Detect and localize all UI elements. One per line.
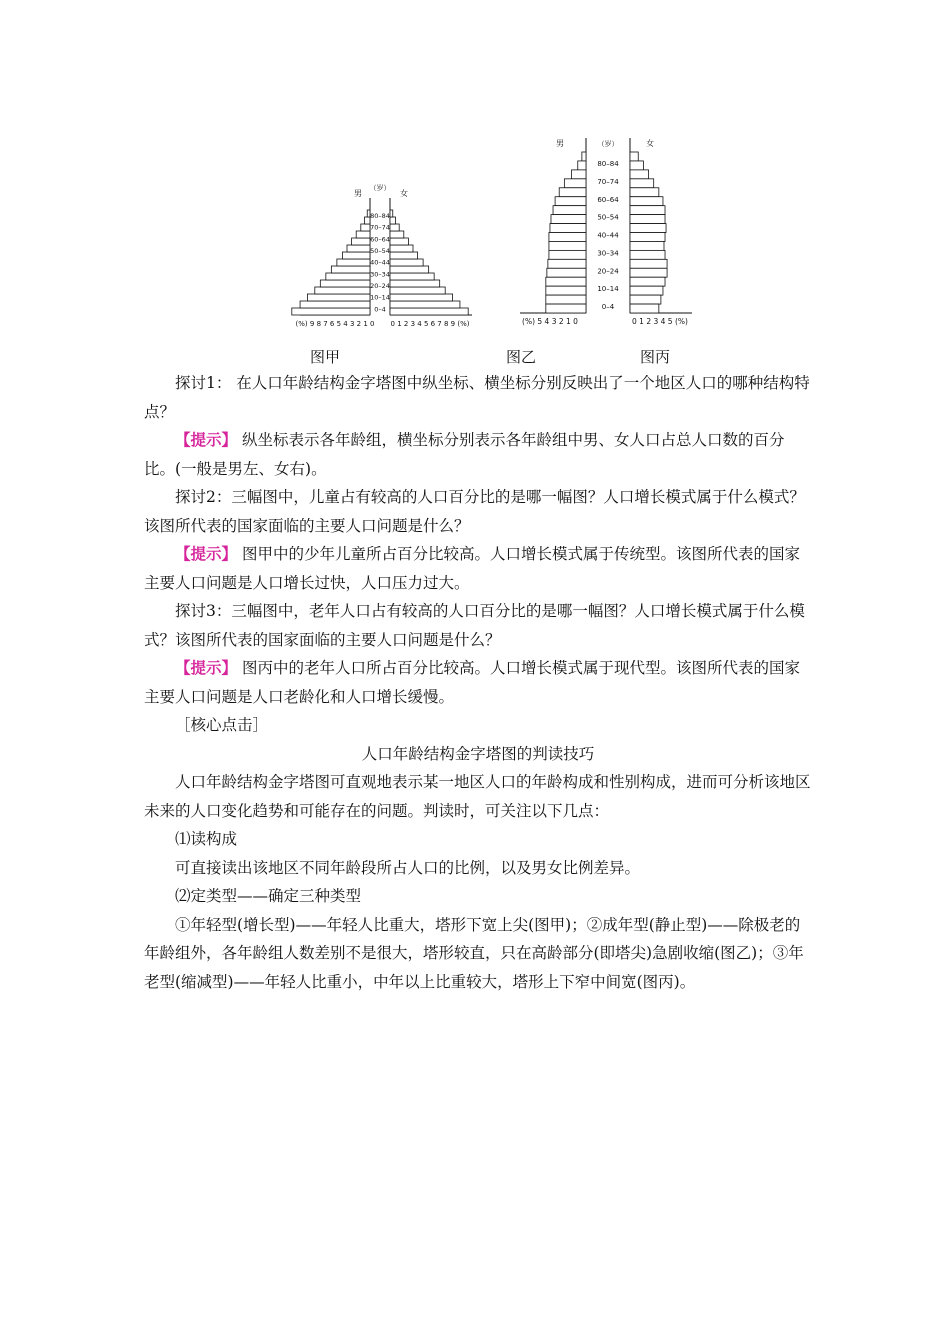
jia-female-bar	[390, 217, 396, 224]
jia-male-bar	[347, 245, 370, 252]
jia-age-label: 10–14	[370, 293, 390, 302]
answer-2-text: 图甲中的少年儿童所占百分比较高。人口增长模式属于传统型。该图所代表的国家主要人口问题是人口增长过快，人口压力过大。	[144, 545, 800, 592]
answer-3	[144, 654, 812, 711]
jia-age-label: 40–44	[370, 258, 390, 267]
jia-age-label: 60–64	[370, 235, 390, 244]
answer-1-text: 纵坐标表示各年龄组，横坐标分别表示各年龄组中男、女人口占总人口数的百分比。(一般是男左、女右)。	[144, 431, 785, 478]
jia-female-bar	[390, 301, 460, 308]
jia-female-bar	[390, 266, 429, 273]
intro-paragraph: 人口年龄结构金字塔图可直观地表示某一地区人口的年龄构成和性别构成，进而可分析该地区未来的人口变化趋势和可能存在的问题。判读时，可关注以下几点：	[144, 773, 811, 820]
jia-age-label: 50–54	[370, 247, 390, 255]
hint-label: 【提示】	[175, 430, 238, 449]
yi-age-label: 60–64	[597, 195, 619, 204]
jia-male-bar	[342, 252, 370, 259]
bing-female-bar	[630, 268, 667, 277]
yi-age-label: 80–84	[597, 160, 619, 168]
yi-male-bar	[549, 250, 586, 259]
jia-female-bar	[390, 231, 404, 238]
jia-female-bar	[390, 245, 413, 252]
yi-male-bar	[546, 304, 586, 313]
yi-age-label: 20–24	[597, 267, 619, 276]
jia-male-bar	[326, 273, 370, 280]
section-title: 人口年龄结构金字塔图的判读技巧	[361, 744, 595, 763]
jia-unit-label: （岁）	[369, 184, 391, 192]
question-2: 探讨2：三幅图中，儿童占有较高的人口百分比的是哪一幅图？人口增长模式属于什么模式？该图所代表的国家面临的主要人口问题是什么？	[144, 488, 805, 535]
caption-jia: 图甲	[310, 348, 341, 366]
jia-female-bar	[390, 224, 399, 231]
jia-female-bar	[390, 308, 468, 315]
bing-female-bar	[630, 188, 659, 197]
yi-left-axis-label: (%) 5 4 3 2 1 0	[522, 317, 578, 326]
jia-male-bar	[307, 294, 370, 301]
yi-age-label: 50–54	[597, 213, 619, 222]
yi-male-bar	[578, 161, 586, 170]
bing-female-bar	[630, 277, 665, 286]
bing-female-bar	[630, 241, 664, 250]
caption-yi: 图乙	[506, 348, 537, 366]
jia-male-bar	[352, 238, 370, 245]
yi-male-bar	[550, 224, 586, 233]
bing-right-axis-label: 0 1 2 3 4 5 (%)	[632, 317, 688, 326]
bing-female-bar	[630, 179, 654, 188]
jia-male-bar	[337, 259, 370, 266]
bing-female-bar	[630, 215, 665, 224]
jia-female-label: 女	[400, 189, 408, 198]
jia-age-label: 20–24	[370, 282, 390, 290]
yi-age-label: 30–34	[597, 249, 619, 258]
jia-male-label: 男	[354, 189, 362, 198]
jia-female-bar	[390, 280, 440, 287]
yi-male-bar	[546, 286, 586, 295]
bing-female-bar	[630, 161, 643, 170]
yi-age-label: 10–14	[597, 285, 619, 294]
yi-male-bar	[582, 152, 586, 161]
jia-male-bar	[331, 266, 370, 273]
population-pyramid-figures	[280, 128, 700, 368]
core-heading: ［核心点击］	[175, 716, 269, 734]
yi-male-bar	[549, 241, 586, 250]
jia-age-label: 80–84	[370, 212, 390, 220]
point-1-body: 可直接读出该地区不同年龄段所占人口的比例，以及男女比例差异。	[175, 858, 641, 877]
jia-male-bar	[320, 280, 370, 287]
answer-1	[144, 426, 812, 483]
yi-male-bar	[547, 268, 586, 277]
bing-female-bar	[630, 259, 667, 268]
yi-male-bar	[555, 197, 586, 206]
yi-male-bar	[549, 233, 586, 242]
jia-age-label: 30–34	[370, 270, 390, 279]
yi-male-bar	[551, 215, 586, 224]
jia-male-bar	[361, 224, 370, 231]
yi-male-bar	[546, 295, 586, 304]
yi-male-bar	[564, 179, 586, 188]
jia-female-bar	[390, 273, 434, 280]
jia-male-bar	[356, 231, 370, 238]
point-2-body: ①年轻型(增长型)——年轻人比重大，塔形下宽上尖(图甲)；②成年型(静止型)——除极老的年龄组外，各年龄组人数差别不是很大，塔形较直，只在高龄部分(即塔尖)急剧收缩(图乙)；③年老型(缩减型)——年轻人比重小，中年以上比重较大，塔形上下窄中间宽(图丙)。	[144, 915, 804, 991]
caption-bing: 图丙	[640, 348, 671, 366]
bing-female-bar	[630, 224, 666, 233]
bing-female-bar	[630, 286, 663, 295]
bing-female-bar	[630, 295, 661, 304]
jia-female-bar	[390, 238, 408, 245]
point-1-heading: ⑴读构成	[175, 830, 238, 848]
yi-age-label: 0–4	[601, 303, 615, 312]
answer-3-text: 图丙中的老年人口所占百分比较高。人口增长模式属于现代型。该图所代表的国家主要人口问题是人口老龄化和人口增长缓慢。	[144, 659, 800, 706]
yi-age-label: 40–44	[597, 231, 619, 240]
yi-male-bar	[546, 277, 586, 286]
jia-female-bar	[390, 210, 393, 217]
question-1: 探讨1： 在人口年龄结构金字塔图中纵坐标、横坐标分别反映出了一个地区人口的哪种结构特点？	[144, 374, 810, 421]
jia-female-bar	[390, 287, 445, 294]
jia-male-bar	[292, 308, 370, 315]
hint-label: 【提示】	[175, 544, 238, 563]
yi-male-bar	[553, 206, 586, 215]
answer-2	[144, 540, 812, 597]
yi-age-label: 70–74	[597, 177, 619, 186]
hint-label: 【提示】	[175, 658, 238, 677]
point-2-heading: ⑵定类型——确定三种类型	[175, 887, 362, 905]
pyramid-bing	[630, 138, 692, 326]
bing-female-bar	[630, 197, 663, 206]
jia-age-label: 70–74	[370, 223, 390, 232]
bing-female-label: 女	[646, 139, 654, 148]
yi-male-bar	[572, 170, 586, 179]
pyramid-jia	[292, 183, 472, 328]
discussion-text	[144, 369, 812, 996]
yi-male-bar	[559, 188, 586, 197]
bing-female-bar	[630, 233, 665, 242]
jia-male-bar	[300, 301, 370, 308]
jia-female-bar	[390, 259, 423, 266]
jia-male-bar	[315, 287, 370, 294]
yi-male-label: 男	[556, 139, 564, 148]
jia-female-bar	[390, 252, 418, 259]
pyramid-svg	[280, 128, 700, 338]
jia-right-axis-label: 0 1 2 3 4 5 6 7 8 9 (%)	[390, 320, 470, 328]
yi-unit-label: （岁）	[597, 140, 619, 148]
jia-female-bar	[390, 294, 453, 301]
bing-female-bar	[630, 206, 665, 215]
bing-female-bar	[630, 170, 649, 179]
question-3: 探讨3：三幅图中，老年人口占有较高的人口百分比的是哪一幅图？人口增长模式属于什么模式？该图所代表的国家面临的主要人口问题是什么？	[144, 602, 805, 649]
jia-age-label: 0–4	[374, 305, 386, 314]
pyramid-yi	[520, 138, 619, 326]
yi-male-bar	[548, 259, 586, 268]
bing-female-bar	[630, 152, 638, 161]
jia-left-axis-label: (%) 9 8 7 6 5 4 3 2 1 0	[295, 320, 375, 328]
bing-female-bar	[630, 304, 659, 313]
bing-female-bar	[630, 250, 665, 259]
